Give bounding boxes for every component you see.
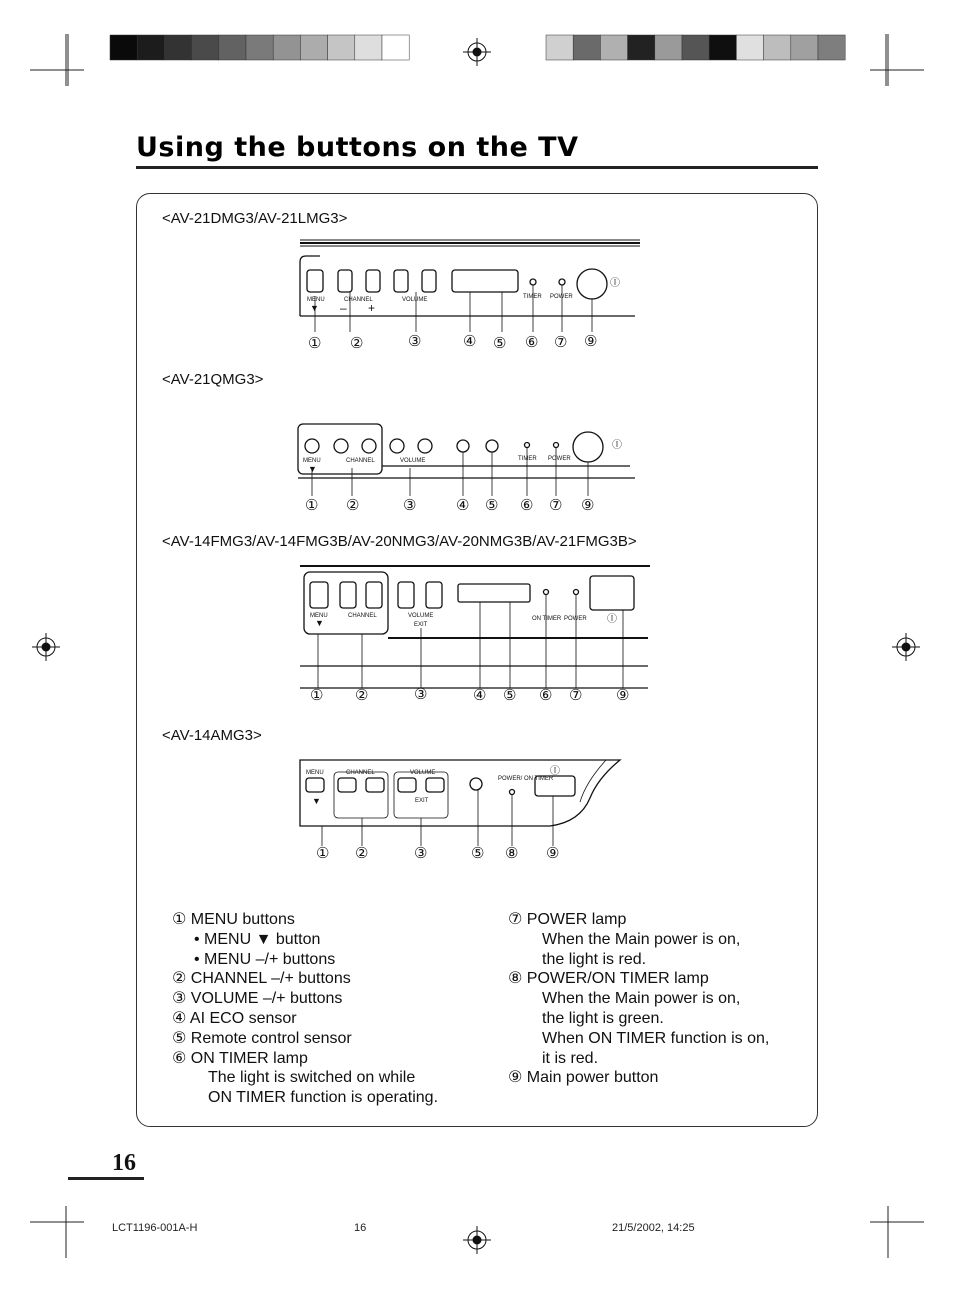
svg-text:POWER: POWER	[548, 456, 571, 462]
svg-text:ON TIMER: ON TIMER	[532, 616, 562, 622]
registration-target-left	[32, 633, 60, 661]
svg-text:CHANNEL: CHANNEL	[346, 770, 375, 776]
svg-text:⑨: ⑨	[581, 497, 595, 514]
legend-item: ⑦ POWER lamp	[508, 911, 627, 928]
registration-target-right	[892, 633, 920, 661]
volume-label: VOLUME	[402, 297, 428, 303]
model-label-4: <AV-14AMG3>	[162, 727, 262, 744]
svg-text:▼: ▼	[315, 618, 324, 628]
legend-item: ① MENU buttons	[172, 911, 295, 928]
svg-text:⑤: ⑤	[471, 845, 485, 862]
legend-item: the light is green.	[542, 1009, 664, 1027]
color-swatch	[682, 35, 709, 60]
svg-text:EXIT: EXIT	[415, 798, 429, 804]
ai-eco-sensor	[457, 440, 469, 452]
color-swatch	[328, 35, 355, 60]
color-swatch	[655, 35, 682, 60]
svg-text:⑨: ⑨	[616, 687, 630, 704]
color-swatch	[546, 35, 573, 60]
timer-label: TIMER	[523, 294, 542, 300]
svg-text:⑥: ⑥	[520, 497, 534, 514]
svg-text:①: ①	[305, 497, 319, 514]
svg-text:TIMER: TIMER	[518, 456, 537, 462]
legend-item: ⑨ Main power button	[508, 1069, 659, 1087]
svg-text:⑦: ⑦	[549, 497, 563, 514]
callout: ⑨	[584, 333, 598, 350]
svg-text:POWER: POWER	[564, 616, 587, 622]
color-swatch	[709, 35, 736, 60]
svg-text:▼: ▼	[312, 796, 321, 806]
menu-button	[310, 582, 328, 608]
svg-text:+: +	[368, 301, 376, 315]
legend-item: ⑤ Remote control sensor	[172, 1029, 352, 1047]
main-power-button	[590, 576, 634, 610]
menu-button	[306, 778, 324, 792]
svg-text:Ⓘ: Ⓘ	[612, 440, 622, 451]
svg-text:MENU: MENU	[303, 458, 321, 464]
svg-text:MENU: MENU	[310, 613, 328, 619]
footer-doc-code: LCT1196-001A-H	[112, 1222, 198, 1234]
menu-button	[307, 270, 323, 292]
callout: ⑦	[554, 334, 568, 351]
registration-target-bottom	[463, 1226, 491, 1254]
svg-text:⑤: ⑤	[503, 687, 517, 704]
title-rule	[136, 166, 818, 169]
tv-panel-diagram-2	[290, 418, 650, 518]
color-swatch	[300, 35, 327, 60]
callout: ④	[463, 333, 477, 350]
remote-sensor	[486, 440, 498, 452]
svg-text:③: ③	[414, 845, 428, 862]
svg-text:②: ②	[355, 687, 369, 704]
svg-text:①: ①	[310, 687, 324, 704]
channel-label: CHANNEL	[344, 297, 373, 303]
color-swatch	[110, 35, 137, 60]
legend-item: ③ VOLUME –/+ buttons	[172, 990, 343, 1008]
legend-item: • MENU –/+ buttons	[194, 950, 336, 968]
callout: ⑤	[493, 335, 507, 352]
color-swatch	[573, 35, 600, 60]
svg-text:⑦: ⑦	[569, 687, 583, 704]
power-symbol: Ⓘ	[610, 278, 620, 289]
svg-text:②: ②	[346, 497, 360, 514]
color-swatch	[736, 35, 763, 60]
legend-item: When the Main power is on,	[542, 990, 741, 1008]
svg-text:③: ③	[403, 497, 417, 514]
legend-right	[508, 910, 769, 1088]
color-swatch	[600, 35, 627, 60]
svg-text:VOLUME: VOLUME	[410, 770, 436, 776]
legend-item: ON TIMER function is operating.	[208, 1089, 439, 1107]
main-power-button	[577, 269, 607, 299]
color-swatch	[791, 35, 818, 60]
svg-text:POWER/ ON TIMER: POWER/ ON TIMER	[498, 776, 554, 782]
color-swatch	[355, 35, 382, 60]
color-swatch	[764, 35, 791, 60]
svg-text:EXIT: EXIT	[414, 622, 428, 628]
svg-text:Ⓘ: Ⓘ	[607, 614, 617, 625]
svg-text:CHANNEL: CHANNEL	[346, 458, 375, 464]
menu-button	[305, 439, 319, 453]
color-swatch	[164, 35, 191, 60]
legend-left	[172, 910, 438, 1108]
tv-panel-diagram-1	[290, 236, 650, 356]
footer-page: 16	[354, 1222, 367, 1234]
color-swatch	[628, 35, 655, 60]
legend-item: • MENU ▼ button	[194, 930, 321, 948]
page-number-rule	[68, 1177, 144, 1180]
legend-item: it is red.	[542, 1049, 599, 1067]
legend-item: ④ AI ECO sensor	[172, 1009, 297, 1027]
power-label: POWER	[550, 294, 573, 300]
svg-text:②: ②	[355, 845, 369, 862]
main-power-button	[573, 432, 603, 462]
svg-text:CHANNEL: CHANNEL	[348, 613, 377, 619]
svg-text:①: ①	[316, 845, 330, 862]
svg-text:VOLUME: VOLUME	[400, 458, 426, 464]
color-calibration-bar-right	[546, 35, 845, 60]
channel-plus-button	[366, 270, 380, 292]
page-title: Using the buttons on the TV	[136, 132, 579, 163]
color-calibration-bar-left	[110, 35, 409, 60]
legend-item: ⑥ ON TIMER lamp	[172, 1049, 308, 1067]
callout: ②	[350, 335, 364, 352]
svg-text:Ⓘ: Ⓘ	[550, 766, 560, 777]
svg-text:VOLUME: VOLUME	[408, 613, 434, 619]
color-swatch	[137, 35, 164, 60]
color-swatch	[273, 35, 300, 60]
svg-text:④: ④	[456, 497, 470, 514]
legend-item: When the Main power is on,	[542, 930, 741, 948]
svg-text:③: ③	[414, 686, 428, 703]
display-window	[452, 270, 518, 292]
svg-text:④: ④	[473, 687, 487, 704]
color-swatch	[219, 35, 246, 60]
registration-target-top	[463, 38, 491, 66]
svg-text:⑧: ⑧	[505, 845, 519, 862]
channel-minus-button	[338, 270, 352, 292]
footer-timestamp: 21/5/2002, 14:25	[612, 1222, 695, 1234]
model-label-2: <AV-21QMG3>	[162, 371, 264, 388]
color-swatch	[382, 35, 409, 60]
legend-item: When ON TIMER function is on,	[542, 1029, 770, 1047]
color-swatch	[818, 35, 845, 60]
down-arrow: ▼	[310, 303, 319, 313]
legend-item: ⑧ POWER/ON TIMER lamp	[508, 970, 709, 988]
model-label-3: <AV-14FMG3/AV-14FMG3B/AV-20NMG3/AV-20NMG3B/AV-21FMG3B>	[162, 533, 637, 550]
model-label-1: <AV-21DMG3/AV-21LMG3>	[162, 210, 348, 227]
svg-text:⑥: ⑥	[539, 687, 553, 704]
legend-item: ② CHANNEL –/+ buttons	[172, 970, 351, 988]
svg-text:–: –	[340, 301, 347, 315]
page-number: 16	[112, 1150, 136, 1176]
callout: ③	[408, 333, 422, 350]
callout: ①	[308, 335, 322, 352]
color-swatch	[192, 35, 219, 60]
svg-text:⑤: ⑤	[485, 497, 499, 514]
svg-text:MENU: MENU	[306, 770, 324, 776]
color-swatch	[246, 35, 273, 60]
svg-text:▼: ▼	[308, 464, 317, 474]
callout: ⑥	[525, 334, 539, 351]
svg-text:⑨: ⑨	[546, 845, 560, 862]
legend-item: The light is switched on while	[208, 1069, 416, 1087]
tv-panel-diagram-4	[290, 748, 650, 864]
menu-label: MENU	[307, 297, 325, 303]
tv-panel-diagram-3	[290, 560, 660, 710]
legend-item: the light is red.	[542, 950, 647, 968]
